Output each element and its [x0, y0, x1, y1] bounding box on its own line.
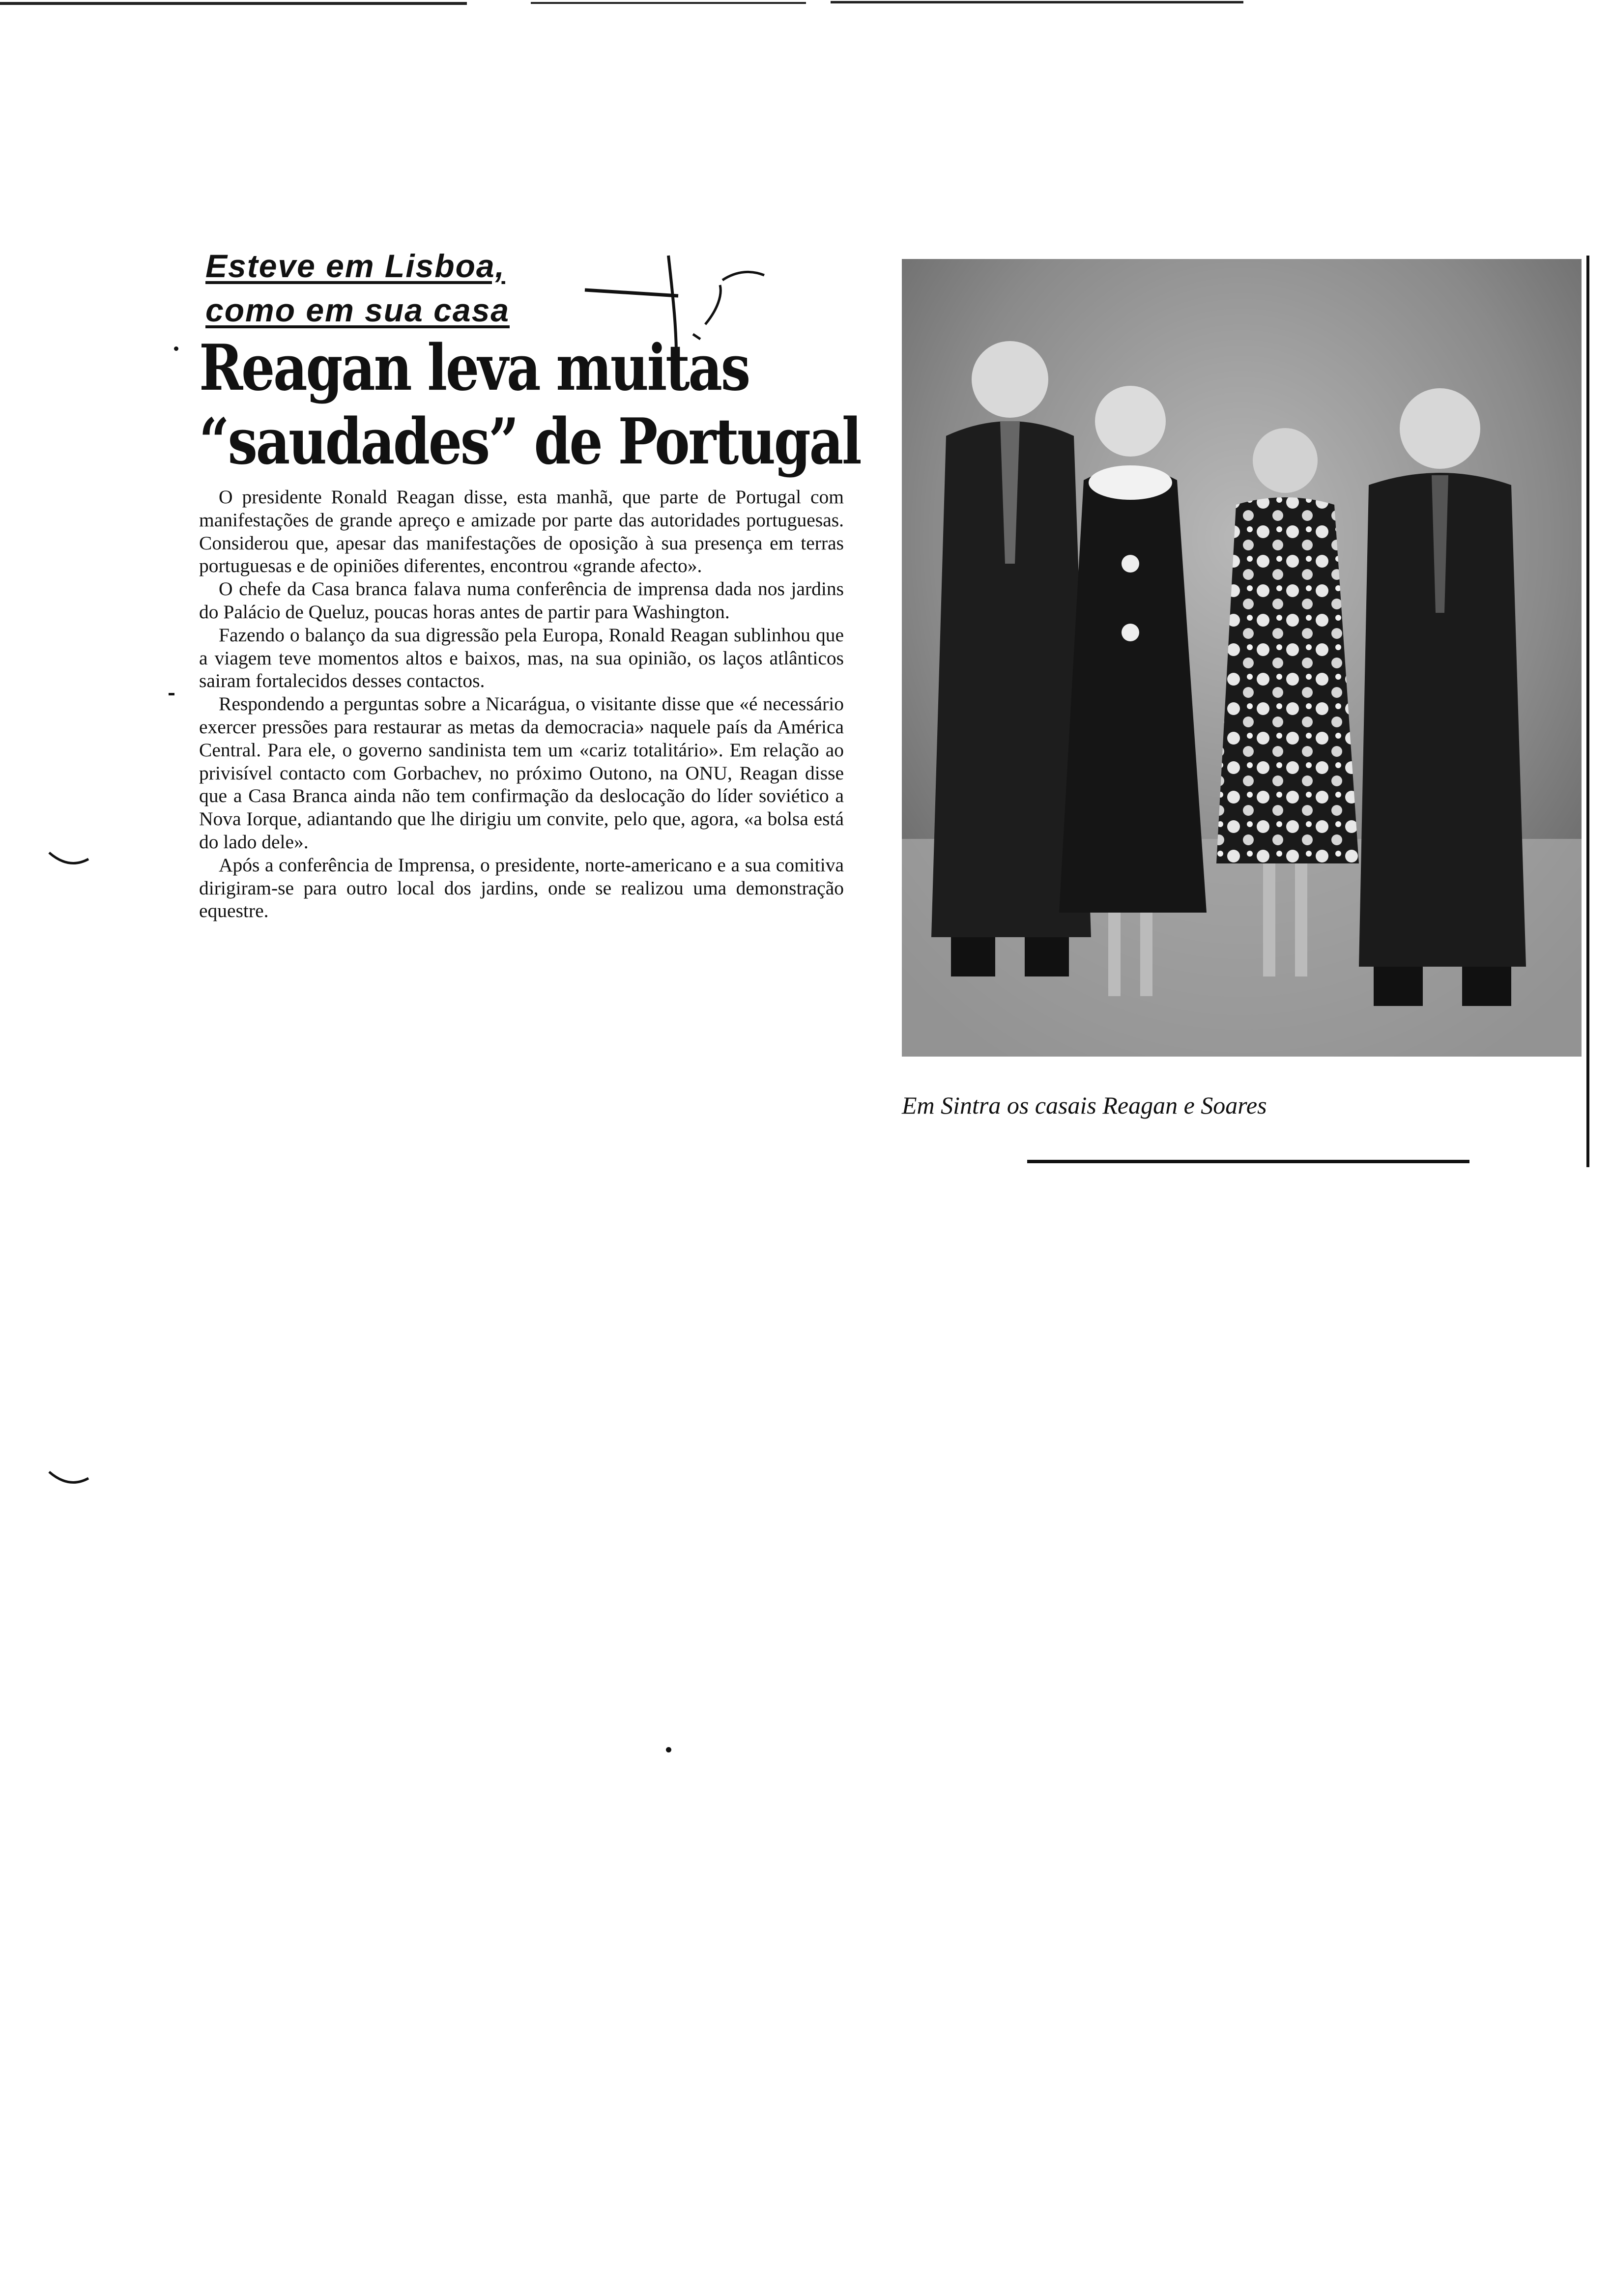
margin-mark-1 [47, 850, 91, 870]
bullet-dot [174, 346, 178, 351]
paragraph-4: Respondendo a perguntas sobre a Nicarágua, o visitante disse que «é necessário exercer pressões para restaurar as metas da democracia» naquele país da América Central. Para ele, o governo sandinista tem um «cariz totalitário». Em relação ao privisível contacto com Gorbachev, no próximo Outono, na ONU, Reagan disse que a Casa Branca ainda não tem confirmação da deslocação do líder soviético a Nova Iorque, adiantando que lhe dirigiu um convite, pelo que, agora, «a bolsa está do lado dele». [199, 693, 844, 853]
kicker-line-1: Esteve em Lisboa, [205, 248, 505, 284]
photo-illustration [902, 259, 1582, 1057]
headline-line-1: Reagan leva muitas [199, 331, 749, 405]
article-body [199, 486, 844, 922]
top-edge-line-mid [531, 2, 806, 4]
margin-mark-2 [47, 1469, 91, 1489]
paragraph-2: O chefe da Casa branca falava numa conferência de imprensa dada nos jardins do Palácio de Queluz, poucas horas antes de partir para Washington. [199, 578, 844, 623]
top-edge-line-left [0, 2, 467, 5]
photo-caption: Em Sintra os casais Reagan e Soares [902, 1091, 1267, 1119]
headline-line-2: “saudades” de Portugal [199, 405, 861, 479]
paragraph-5: Após a conferência de Imprensa, o presidente, norte-americano e a sua comitiva dirigiram-se para outro local dos jardins, onde se realizou uma demonstração equestre. [199, 854, 844, 922]
stray-dot [666, 1747, 671, 1752]
margin-dash [169, 693, 174, 695]
kicker-line-2: como em sua casa [205, 292, 510, 328]
caption-underline-rule [1027, 1160, 1469, 1163]
right-vertical-rule [1586, 256, 1589, 1167]
top-edge-line-right [831, 1, 1243, 3]
paragraph-3: Fazendo o balanço da sua digressão pela Europa, Ronald Reagan sublinhou que a viagem teve momentos altos e baixos, mas, na sua opinião, os laços atlânticos sairam fortalecidos desses contactos. [199, 624, 844, 692]
news-photo [902, 259, 1582, 1057]
paragraph-1: O presidente Ronald Reagan disse, esta manhã, que parte de Portugal com manifestações de grande apreço e amizade por parte das autoridades portuguesas. Considerou que, apesar das manifestações de oposição à sua presença em terras portuguesas e de opiniões diferentes, encontrou «grande afecto». [199, 486, 844, 577]
